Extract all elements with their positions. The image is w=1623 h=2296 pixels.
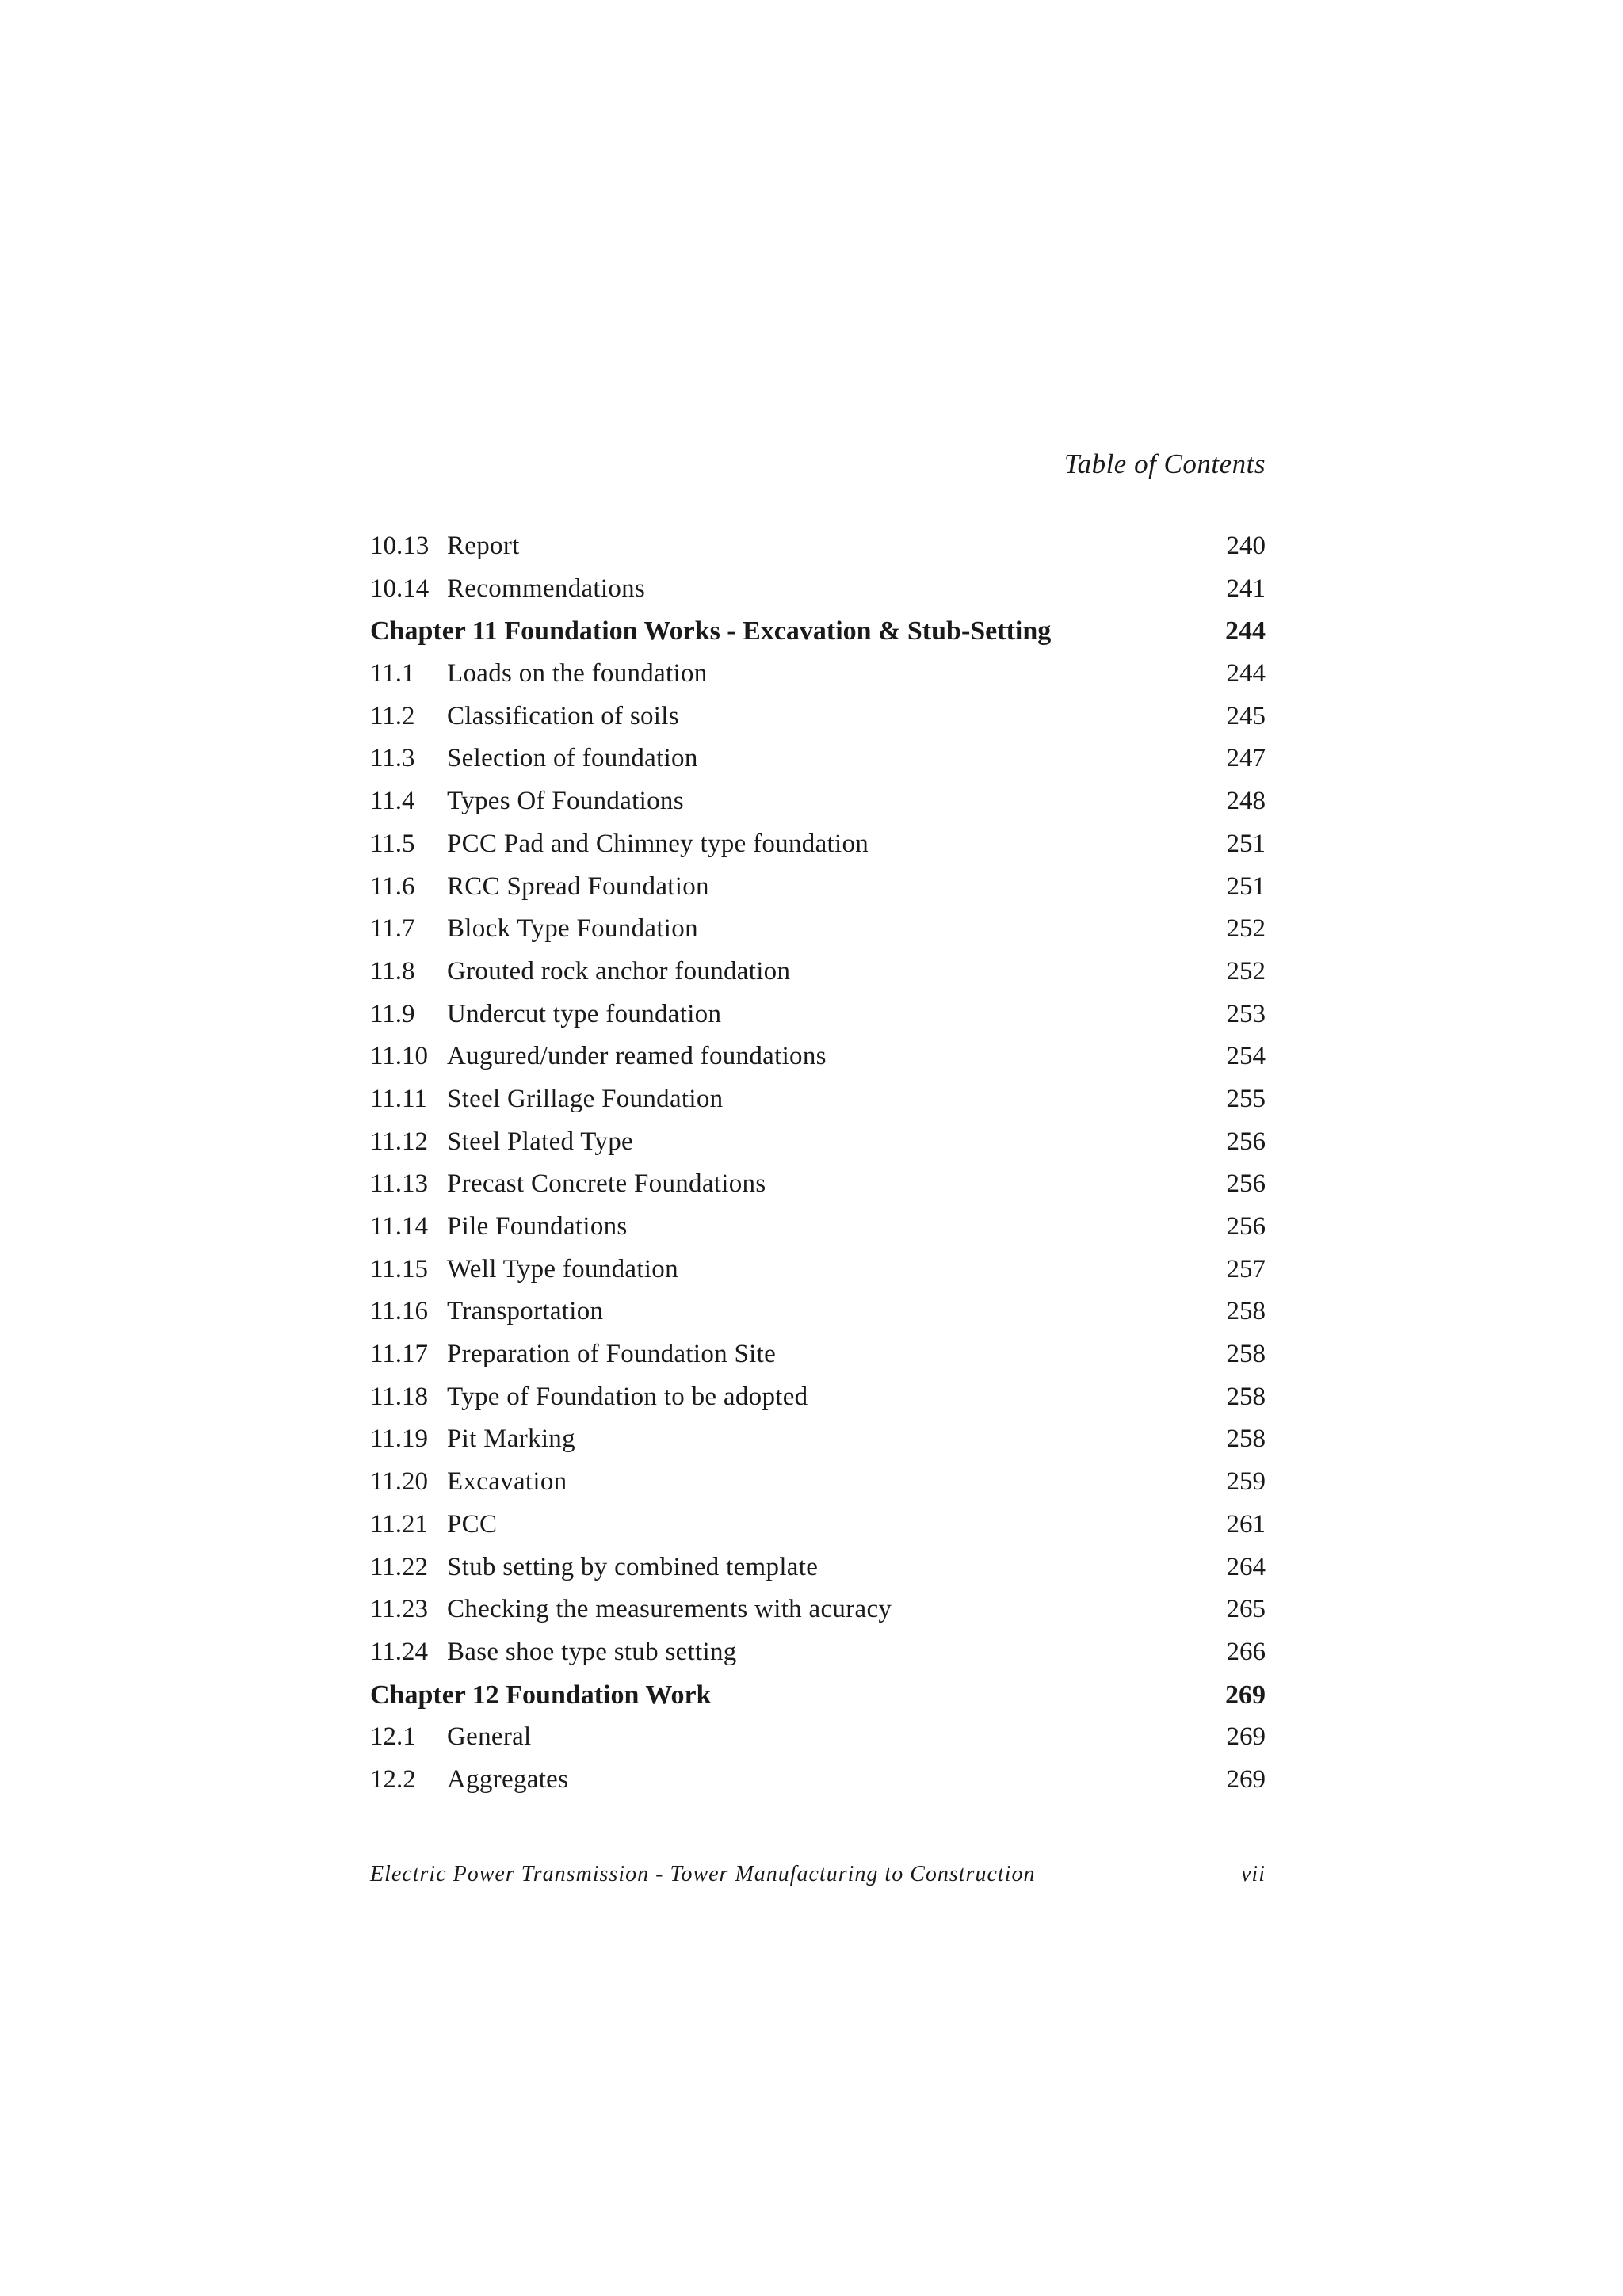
footer-book-title: Electric Power Transmission - Tower Manufacturing to Construction <box>370 1862 1036 1886</box>
toc-section-title: Type of Foundation to be adopted <box>447 1382 808 1411</box>
toc-page-number: 269 <box>1226 1722 1266 1752</box>
toc-section-title: Augured/under reamed foundations <box>447 1042 827 1071</box>
toc-section-number: 11.1 <box>370 659 415 688</box>
toc-section-title: Selection of foundation <box>447 744 698 773</box>
toc-page-number: 258 <box>1226 1340 1266 1369</box>
toc-section-title: Undercut type foundation <box>447 999 722 1028</box>
toc-page-number: 266 <box>1226 1637 1266 1666</box>
toc-page-number: 256 <box>1226 1169 1266 1199</box>
toc-section-row <box>370 1547 1266 1589</box>
toc-section-number: 11.14 <box>370 1212 429 1241</box>
toc-section-number: 11.13 <box>370 1169 429 1199</box>
toc-page-number: 258 <box>1226 1382 1266 1411</box>
toc-section-row <box>370 1163 1266 1206</box>
toc-page-number: 265 <box>1226 1595 1266 1624</box>
toc-section-row <box>370 866 1266 909</box>
toc-section-row <box>370 1249 1266 1291</box>
toc-section-title: Base shoe type stub setting <box>447 1637 737 1666</box>
toc-section-number: 11.8 <box>370 956 415 986</box>
toc-section-title: Steel Plated Type <box>447 1127 633 1156</box>
toc-section-number: 12.1 <box>370 1722 416 1752</box>
toc-section-number: 11.5 <box>370 829 415 858</box>
toc-section-title: Transportation <box>447 1297 604 1326</box>
toc-section-row <box>370 1461 1266 1504</box>
toc-section-number: 12.2 <box>370 1764 416 1794</box>
toc-page-number: 261 <box>1226 1509 1266 1539</box>
toc-section-row <box>370 1504 1266 1547</box>
toc-page-number: 255 <box>1226 1084 1266 1113</box>
toc-section-row <box>370 1589 1266 1631</box>
toc-section-number: 11.22 <box>370 1552 429 1581</box>
toc-page-number: 247 <box>1226 744 1266 773</box>
toc-section-row <box>370 994 1266 1036</box>
toc-page-number: 258 <box>1226 1425 1266 1454</box>
toc-section-row <box>370 951 1266 994</box>
toc-section-title: Report <box>447 532 520 560</box>
toc-chapter-row <box>370 1674 1266 1717</box>
toc-section-title: Types Of Foundations <box>447 787 684 816</box>
toc-page-number: 244 <box>1226 659 1266 688</box>
toc-section-row <box>370 696 1266 738</box>
toc-section-number: 11.18 <box>370 1382 429 1411</box>
toc-page-number: 252 <box>1226 914 1266 944</box>
toc-section-number: 11.21 <box>370 1509 429 1539</box>
toc-section-number: 11.19 <box>370 1425 429 1454</box>
toc-section-row <box>370 1121 1266 1164</box>
toc-page-number: 240 <box>1226 532 1266 560</box>
toc-section-title: Steel Grillage Foundation <box>447 1084 724 1113</box>
toc-page-number: 256 <box>1226 1127 1266 1156</box>
toc-section-title: Loads on the foundation <box>447 659 708 688</box>
toc-section-title: Pile Foundations <box>447 1212 628 1241</box>
toc-section-title: Aggregates <box>447 1764 569 1794</box>
toc-section-row <box>370 823 1266 866</box>
toc-section-number: 11.10 <box>370 1042 429 1071</box>
toc-chapter-row <box>370 610 1266 653</box>
toc-section-number: 11.23 <box>370 1595 429 1624</box>
toc-section-row <box>370 1333 1266 1376</box>
toc-section-number: 11.15 <box>370 1254 429 1283</box>
toc-section-title: Classification of soils <box>447 701 679 730</box>
toc-section-title: PCC Pad and Chimney type foundation <box>447 829 869 858</box>
toc-page-number: 251 <box>1226 829 1266 858</box>
toc-chapter-title: Chapter 12 Foundation Work <box>370 1680 712 1710</box>
toc-section-number: 10.14 <box>370 574 430 603</box>
toc-page-number: 264 <box>1226 1552 1266 1581</box>
toc-section-title: Excavation <box>447 1467 567 1497</box>
toc-section-row <box>370 1716 1266 1759</box>
toc-section-row <box>370 1376 1266 1419</box>
toc-section-title: Stub setting by combined template <box>447 1552 819 1581</box>
toc-section-row <box>370 568 1266 611</box>
toc-page-number: 248 <box>1226 787 1266 816</box>
toc-page-number: 257 <box>1226 1254 1266 1283</box>
toc-section-row <box>370 780 1266 823</box>
toc-page-number: 251 <box>1226 871 1266 901</box>
toc-section-row <box>370 1418 1266 1461</box>
toc-section-number: 10.13 <box>370 532 430 560</box>
toc-page-number: 253 <box>1226 999 1266 1028</box>
toc-section-row <box>370 525 1266 568</box>
toc-page-number: 258 <box>1226 1297 1266 1326</box>
toc-page-number: 269 <box>1225 1680 1266 1710</box>
toc-page-number: 254 <box>1226 1042 1266 1071</box>
toc-section-title: PCC <box>447 1509 498 1539</box>
toc-page-number: 244 <box>1225 616 1266 646</box>
toc-section-number: 11.24 <box>370 1637 429 1666</box>
toc-section-row <box>370 1291 1266 1333</box>
toc-section-title: Preparation of Foundation Site <box>447 1340 777 1369</box>
toc-page-number: 245 <box>1226 701 1266 730</box>
toc-page-number: 252 <box>1226 956 1266 986</box>
toc-section-title: Grouted rock anchor foundation <box>447 956 791 986</box>
toc-section-row <box>370 1631 1266 1674</box>
toc-section-title: Pit Marking <box>447 1425 575 1454</box>
toc-section-row <box>370 653 1266 696</box>
toc-section-title: RCC Spread Foundation <box>447 871 709 901</box>
toc-section-number: 11.9 <box>370 999 415 1028</box>
toc-section-number: 11.12 <box>370 1127 429 1156</box>
toc-section-title: Checking the measurements with acuracy <box>447 1595 892 1624</box>
toc-section-title: General <box>447 1722 532 1752</box>
toc-section-number: 11.6 <box>370 871 415 901</box>
toc-chapter-title: Chapter 11 Foundation Works - Excavation & Stub-Setting <box>370 616 1052 646</box>
toc-section-number: 11.4 <box>370 787 415 816</box>
toc-page-number: 256 <box>1226 1212 1266 1241</box>
toc-section-row <box>370 738 1266 780</box>
toc-section-title: Block Type Foundation <box>447 914 698 944</box>
toc-section-row <box>370 1078 1266 1121</box>
running-header: Table of Contents <box>1064 448 1266 479</box>
toc-section-number: 11.2 <box>370 701 415 730</box>
toc-section-row <box>370 1206 1266 1249</box>
toc-section-title: Precast Concrete Foundations <box>447 1169 766 1199</box>
table-of-contents <box>370 525 1266 1802</box>
toc-section-row <box>370 1035 1266 1078</box>
toc-page-number: 241 <box>1226 574 1266 603</box>
toc-section-row <box>370 1759 1266 1802</box>
toc-page-number: 269 <box>1226 1764 1266 1794</box>
toc-section-number: 11.20 <box>370 1467 429 1497</box>
toc-section-number: 11.3 <box>370 744 415 773</box>
toc-section-number: 11.17 <box>370 1340 429 1369</box>
toc-page-number: 259 <box>1226 1467 1266 1497</box>
toc-section-number: 11.7 <box>370 914 415 944</box>
toc-section-title: Recommendations <box>447 574 646 603</box>
toc-section-row <box>370 908 1266 951</box>
toc-section-title: Well Type foundation <box>447 1254 678 1283</box>
toc-section-number: 11.16 <box>370 1297 429 1326</box>
toc-section-number: 11.11 <box>370 1084 427 1113</box>
footer-page-number: vii <box>1241 1862 1266 1886</box>
